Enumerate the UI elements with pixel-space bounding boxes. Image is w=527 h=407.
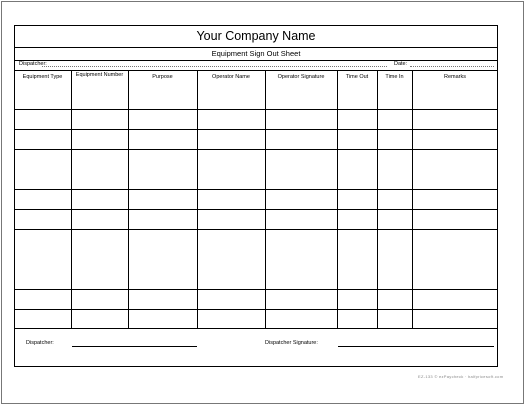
column-header-equipment-type: Equipment Type xyxy=(22,74,63,80)
table-row xyxy=(14,209,498,210)
table-row xyxy=(14,328,498,329)
dispatched-by-field[interactable] xyxy=(72,346,197,347)
column-header-operator-name: Operator Name xyxy=(212,74,250,80)
date-field[interactable] xyxy=(410,66,494,67)
date-label: Date: xyxy=(394,61,408,67)
table-row xyxy=(14,229,498,230)
sheet-title[interactable]: Equipment Sign Out Sheet xyxy=(211,49,301,58)
table-row xyxy=(14,149,498,150)
table-row xyxy=(14,129,498,130)
company-name[interactable]: Your Company Name xyxy=(196,29,316,43)
column-divider xyxy=(377,70,378,328)
dispatcher-label: Dispatcher: xyxy=(19,61,47,67)
column-header-equipment-number: Equipment Number xyxy=(75,72,124,78)
column-divider xyxy=(337,70,338,328)
table-row xyxy=(14,109,498,110)
column-header-remarks: Remarks xyxy=(443,74,466,80)
footer-code: EZ-133 © ezPaycheck · halfpricesoft.com xyxy=(418,374,504,379)
table-row xyxy=(14,289,498,290)
column-header-purpose: Purpose xyxy=(152,74,173,80)
column-header-time-out: Time Out xyxy=(345,74,369,80)
column-divider xyxy=(71,70,72,328)
divider xyxy=(14,60,498,61)
column-header-operator-signature: Operator Signature xyxy=(277,74,325,80)
dispatcher-field[interactable] xyxy=(42,66,387,67)
column-divider xyxy=(412,70,413,328)
column-divider xyxy=(197,70,198,328)
table-row xyxy=(14,189,498,190)
footer-signature-label: Dispatcher Signature: xyxy=(265,340,318,346)
column-divider xyxy=(128,70,129,328)
dispatcher-signature-field[interactable] xyxy=(338,346,494,347)
column-divider xyxy=(265,70,266,328)
footer-dispatched-label: Dispatcher: xyxy=(26,340,54,346)
column-header-time-in: Time In xyxy=(385,74,404,80)
table-row xyxy=(14,309,498,310)
